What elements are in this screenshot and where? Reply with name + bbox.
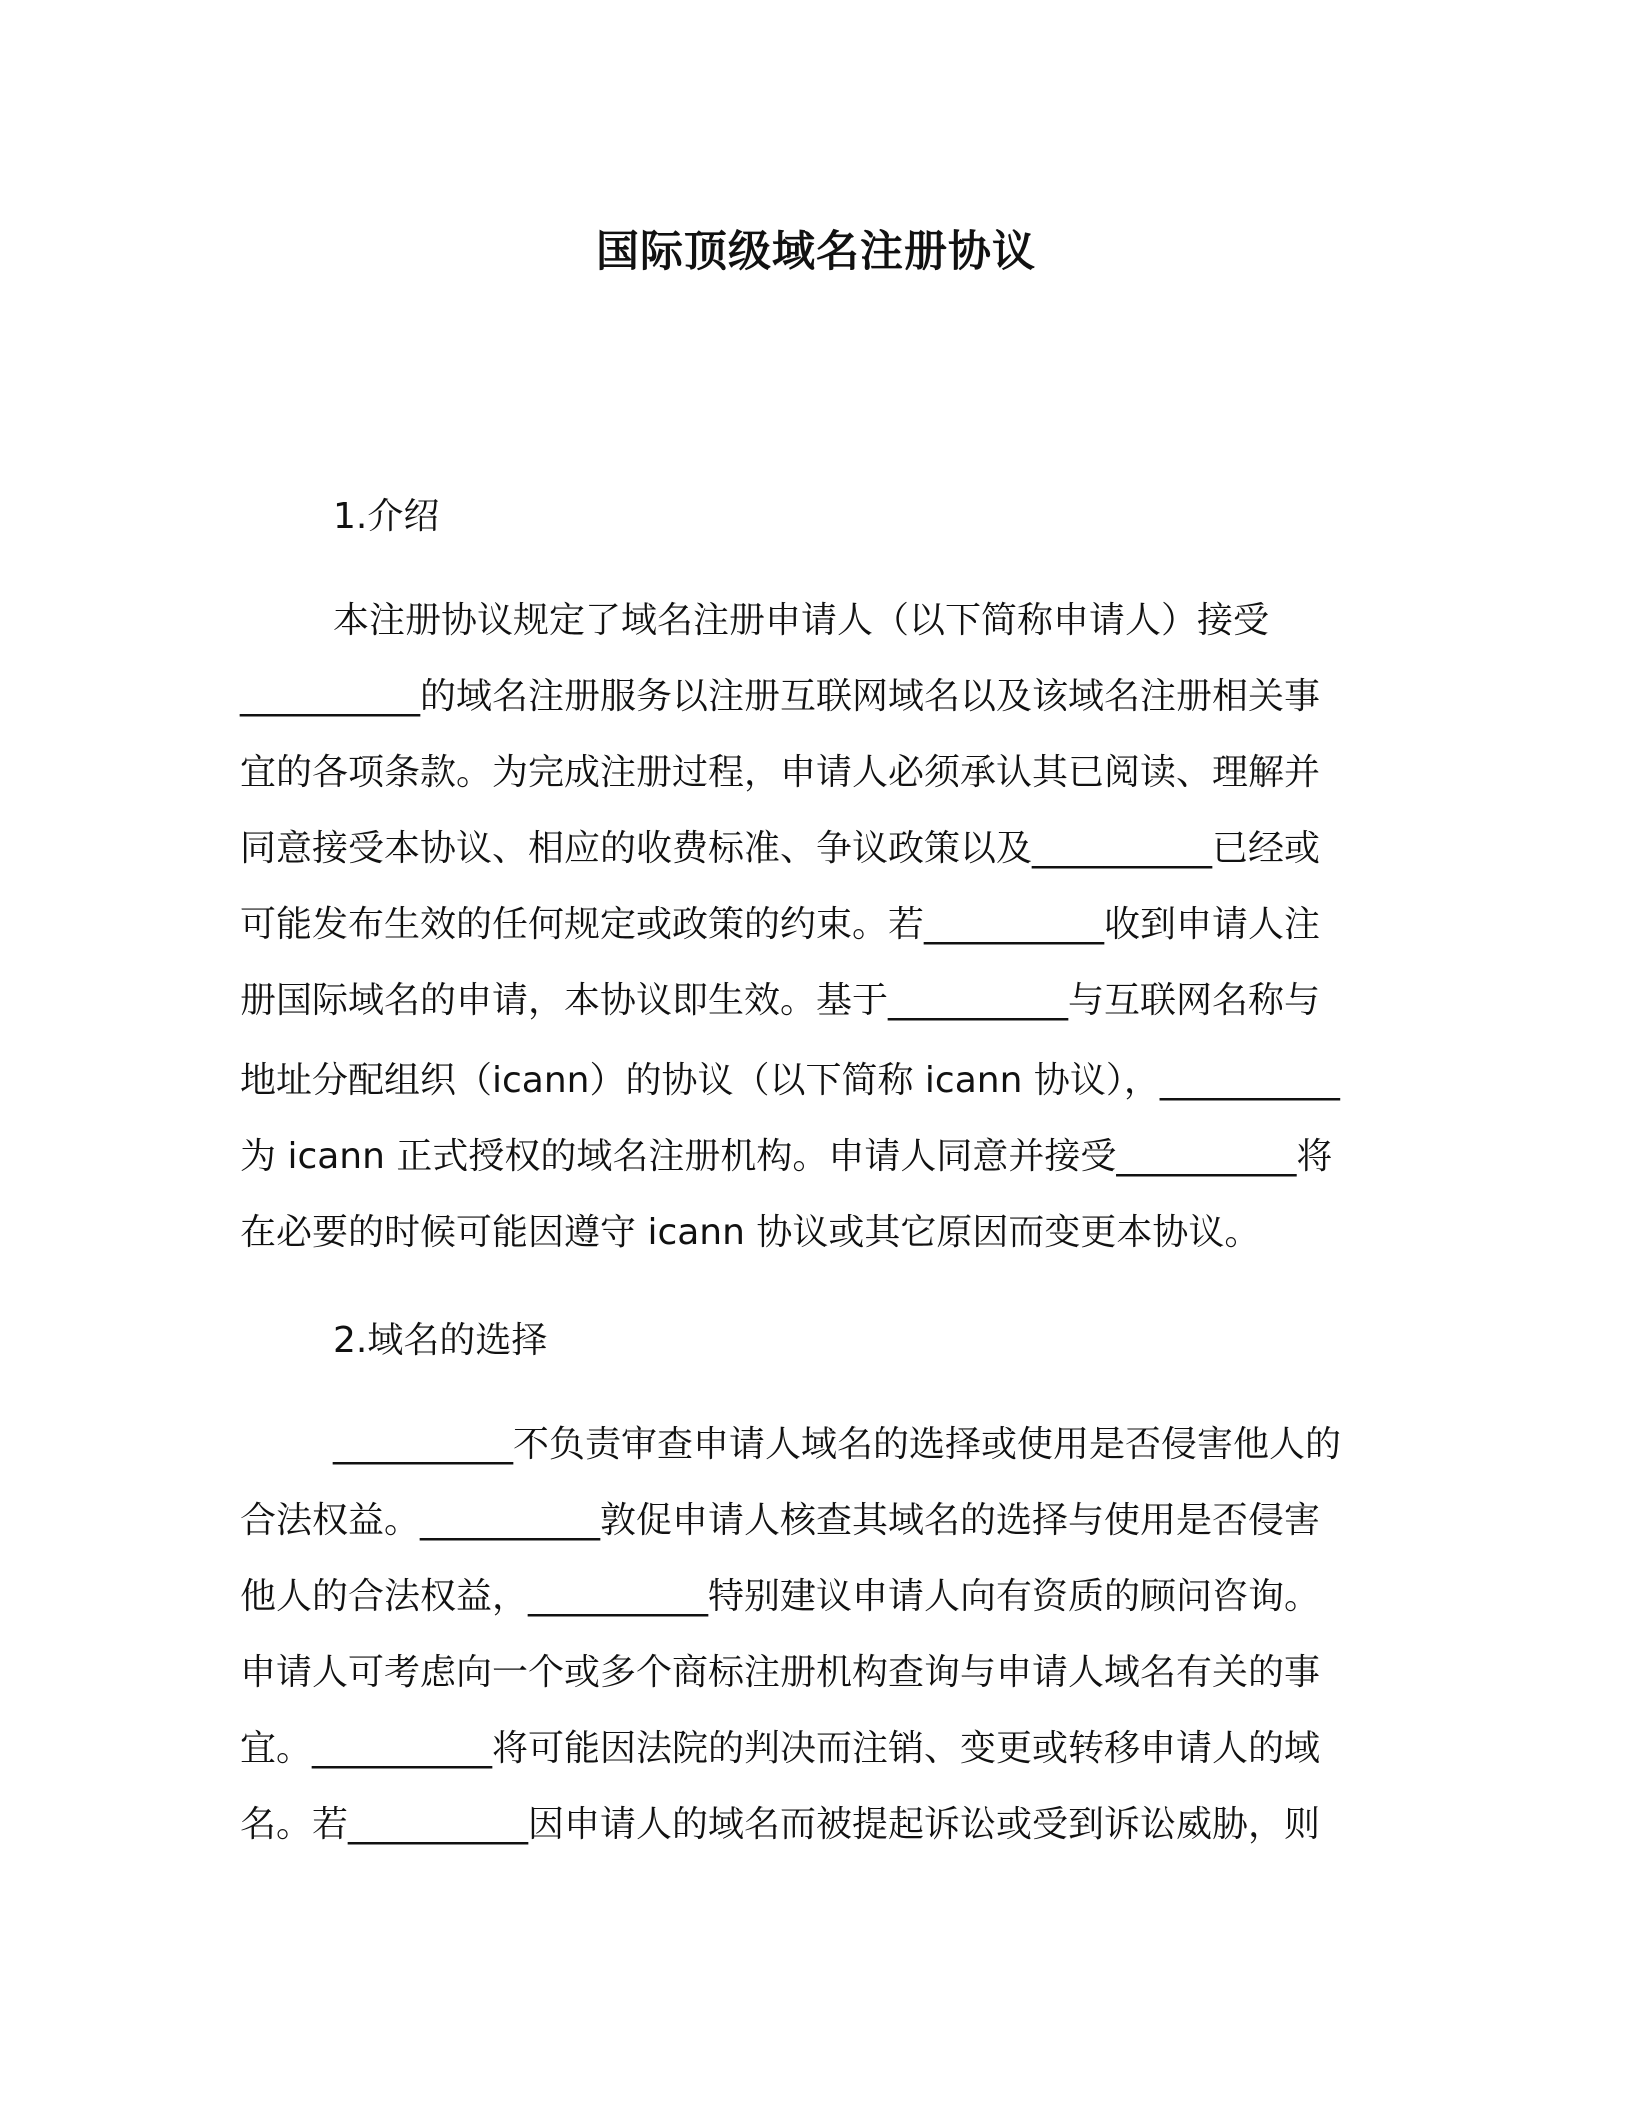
paragraph-line: 宜。__________将可能因法院的判决而注销、变更或转移申请人的域 (240, 1728, 1321, 1769)
paragraph-line: 申请人可考虑向一个或多个商标注册机构查询与申请人域名有关的事 (240, 1652, 1321, 1693)
paragraph-line: 册国际域名的申请，本协议即生效。基于__________与互联网名称与 (240, 980, 1321, 1021)
paragraph-line: 在必要的时候可能因遵守 icann 协议或其它原因而变更本协议。 (240, 1212, 1261, 1253)
paragraph-line: 可能发布生效的任何规定或政策的约束。若__________收到申请人注 (240, 904, 1321, 945)
paragraph-line: 他人的合法权益，__________特别建议申请人向有资质的顾问咨询。 (240, 1576, 1321, 1617)
paragraph-line: __________不负责审查申请人域名的选择或使用是否侵害他人的 (333, 1424, 1342, 1465)
section-heading-domain-selection: 2.域名的选择 (333, 1320, 548, 1361)
section-heading-introduction: 1.介绍 (333, 496, 440, 537)
paragraph-line: 本注册协议规定了域名注册申请人（以下简称申请人）接受 (333, 600, 1270, 641)
paragraph-line: 名。若__________因申请人的域名而被提起诉讼或受到诉讼威胁，则 (240, 1804, 1321, 1845)
paragraph-line: 地址分配组织（icann）的协议（以下简称 icann 协议），__________ (240, 1060, 1340, 1101)
document-title: 国际顶级域名注册协议 (596, 227, 1036, 277)
paragraph-line: 同意接受本协议、相应的收费标准、争议政策以及__________已经或 (240, 828, 1321, 869)
paragraph-line: 为 icann 正式授权的域名注册机构。申请人同意并接受__________将 (240, 1136, 1333, 1177)
paragraph-line: 宜的各项条款。为完成注册过程，申请人必须承认其已阅读、理解并 (240, 752, 1321, 793)
paragraph-line: __________的域名注册服务以注册互联网域名以及该域名注册相关事 (240, 676, 1321, 717)
paragraph-line: 合法权益。__________敦促申请人核查其域名的选择与使用是否侵害 (240, 1500, 1321, 1541)
